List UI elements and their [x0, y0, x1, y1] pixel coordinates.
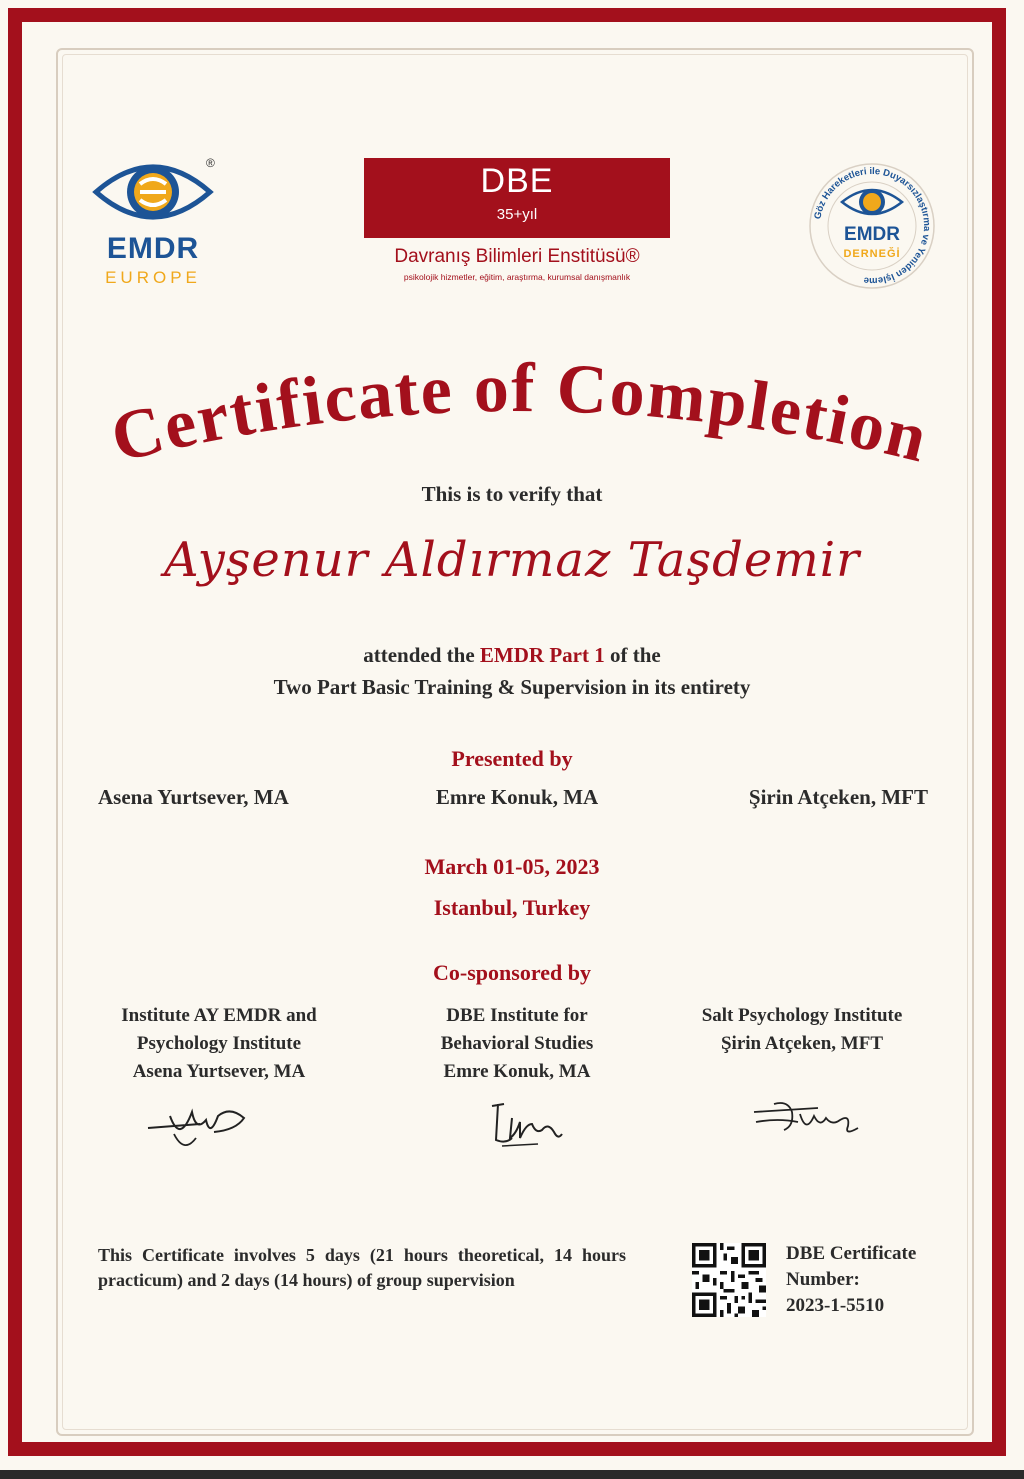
presenter-1: Asena Yurtsever, MA — [98, 785, 289, 809]
bottom-strip — [0, 1470, 1024, 1479]
dbe-institute-name: Davranış Bilimleri Enstitüsü® — [394, 246, 640, 267]
presenter-3: Şirin Atçeken, MFT — [748, 785, 928, 809]
program-name: EMDR Part 1 — [479, 643, 605, 667]
sponsor-2-line3: Emre Konuk, MA — [443, 1061, 591, 1082]
certificate-footnote: This Certificate involves 5 days (21 hours theoretical, 14 hours practicum) and 2 days (14 hours) of group supervision — [98, 1245, 626, 1290]
cert-number-label-1: DBE Certificate — [786, 1243, 917, 1264]
cosponsored-label: Co-sponsored by — [433, 960, 591, 985]
sponsor-3 — [662, 1002, 942, 1058]
emdr-dernegi-sub: DERNEĞİ — [843, 248, 901, 260]
title-text: Certificate of Completion — [103, 355, 936, 478]
sponsor-2 — [377, 1002, 657, 1086]
presented-by-label: Presented by — [451, 746, 573, 771]
recipient-name: Ayşenur Aldırmaz Taşdemir — [163, 532, 861, 588]
attended-prefix: attended the — [363, 643, 475, 667]
emdr-europe-sub: EUROPE — [105, 268, 201, 287]
signature-emre — [482, 1094, 572, 1154]
attended-line-1 — [0, 643, 1024, 668]
cert-number-label-2: Number: — [786, 1269, 860, 1290]
qr-code-icon — [692, 1243, 766, 1317]
emdr-dernegi-seal — [806, 160, 938, 292]
emdr-dernegi-word: EMDR — [844, 224, 900, 245]
attended-suffix: of the — [609, 643, 661, 667]
certificate-number-block — [786, 1241, 916, 1319]
registered-mark: ® — [206, 156, 215, 170]
presenter-2: Emre Konuk, MA — [435, 785, 599, 809]
seal-ring-text: Göz Hareketleri ile Duyarsızlaştırma ve Yeniden İşleme — [812, 165, 933, 287]
dbe-logo-box — [364, 158, 670, 238]
sponsor-1-line2: Psychology Institute — [136, 1033, 302, 1054]
sponsor-1 — [79, 1002, 359, 1086]
emdr-europe-logo — [88, 150, 228, 300]
certificate-title — [60, 355, 970, 495]
training-location: Istanbul, Turkey — [433, 895, 591, 920]
svg-text:Certificate of Completion — [104, 355, 936, 478]
sponsor-3-line2: Şirin Atçeken, MFT — [720, 1033, 884, 1054]
emdr-eye-icon — [88, 150, 218, 230]
signature-sirin — [748, 1092, 868, 1152]
sponsor-2-line1: DBE Institute for — [446, 1005, 588, 1026]
training-date: March 01-05, 2023 — [424, 854, 600, 879]
dbe-tagline: psikolojik hizmetler, eğitim, araştırma, kurumsal danışmanlık — [403, 272, 631, 282]
dbe-abbr: DBE — [480, 162, 554, 200]
emdr-europe-word: EMDR — [106, 232, 200, 265]
attended-line-2: Two Part Basic Training & Supervision in its entirety — [273, 675, 751, 699]
signature-asena — [140, 1098, 250, 1158]
sponsor-3-line1: Salt Psychology Institute — [701, 1005, 903, 1026]
verify-text: This is to verify that — [421, 482, 603, 506]
sponsor-1-line1: Institute AY EMDR and — [121, 1005, 317, 1026]
sponsor-2-line2: Behavioral Studies — [440, 1033, 594, 1054]
cert-number-value: 2023-1-5510 — [786, 1295, 885, 1316]
sponsor-1-line3: Asena Yurtsever, MA — [132, 1061, 306, 1082]
dbe-years: 35+yıl — [496, 206, 538, 223]
